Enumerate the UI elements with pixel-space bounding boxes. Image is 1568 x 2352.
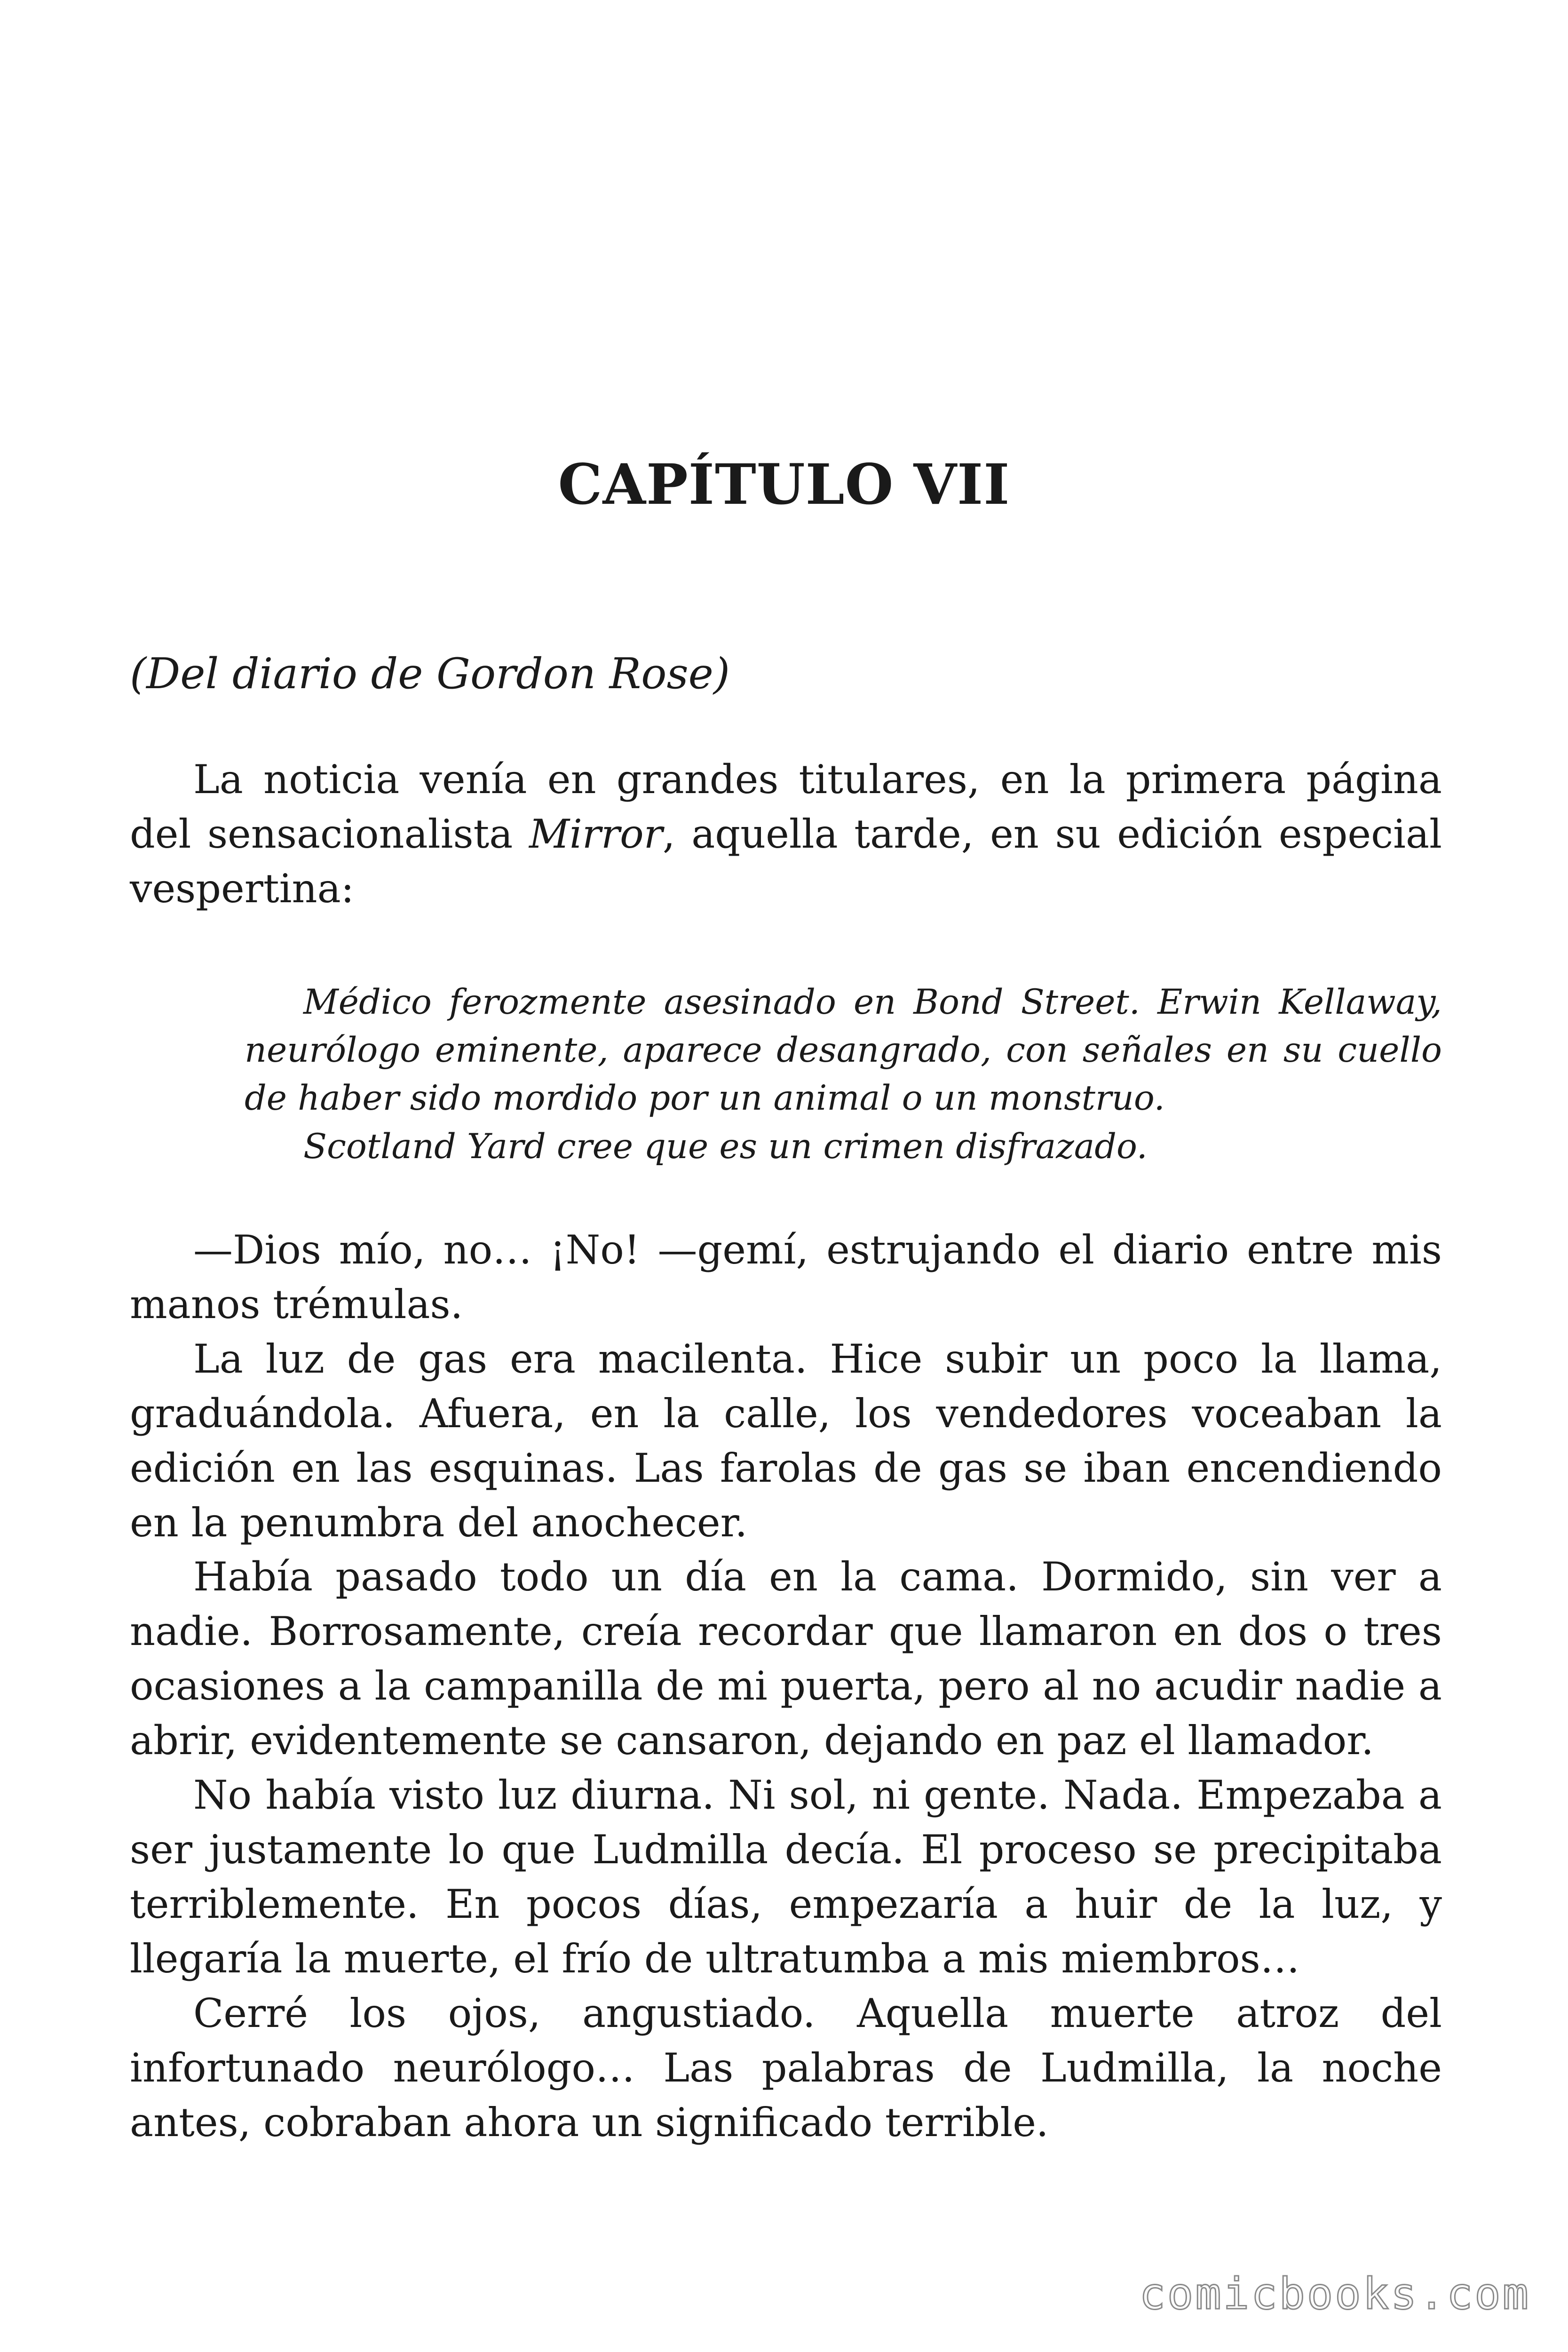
paragraph: Cerré los ojos, angustiado. Aquella muerte atroz del infortunado neurólogo… Las palabras de Ludmilla, la noche antes, cobraban ahora un significado terrible.: [130, 1990, 1442, 2145]
quote-line: Médico ferozmente asesinado en Bond Street. Erwin Kellaway, neurólogo eminente, aparece desangrado, con señales en su cuello de haber sido mordido por un animal o un monstruo.: [245, 982, 1442, 1119]
watermark: comicbooks.com: [1139, 2269, 1530, 2319]
newspaper-name: Mirror: [529, 810, 663, 857]
newspaper-headline-quote: [245, 978, 1442, 1171]
diary-subtitle: (Del diario de Gordon Rose): [130, 649, 730, 699]
main-text: [130, 1223, 1442, 2150]
intro-paragraph: [130, 753, 1442, 916]
paragraph: Había pasado todo un día en la cama. Dormido, sin ver a nadie. Borrosamente, creía recordar que llamaron en dos o tres ocasiones a la campanilla de mi puerta, pero al no acudir nadie a abrir, evidentemente se cansaron, dejando en paz el llamador.: [130, 1554, 1442, 1764]
paragraph: —Dios mío, no… ¡No! —gemí, estrujando el diario entre mis manos trémulas.: [130, 1227, 1442, 1327]
paragraph: No había visto luz diurna. Ni sol, ni gente. Nada. Empezaba a ser justamente lo que Ludmilla decía. El proceso se precipitaba terriblemente. En pocos días, empezaría a huir de la luz, y llegaría la muerte, el frío de ultratumba a mis miembros…: [130, 1772, 1442, 1982]
paragraph: La luz de gas era macilenta. Hice subir un poco la llama, graduándola. Afuera, en la calle, los vendedores voceaban la edición en las esquinas. Las farolas de gas se iban encendiendo en la penumbra del anochecer.: [130, 1335, 1442, 1546]
chapter-title: CAPÍTULO VII: [558, 452, 1010, 517]
quote-line: Scotland Yard cree que es un crimen disfrazado.: [303, 1126, 1148, 1167]
intro-paragraph-block: [130, 753, 1442, 916]
intro-text-before: La noticia venía en grandes titulares, en la primera página del sensacionalista: [130, 756, 1442, 857]
intro-text-after: , aquella tarde, en su edición especial vespertina:: [130, 810, 1442, 912]
